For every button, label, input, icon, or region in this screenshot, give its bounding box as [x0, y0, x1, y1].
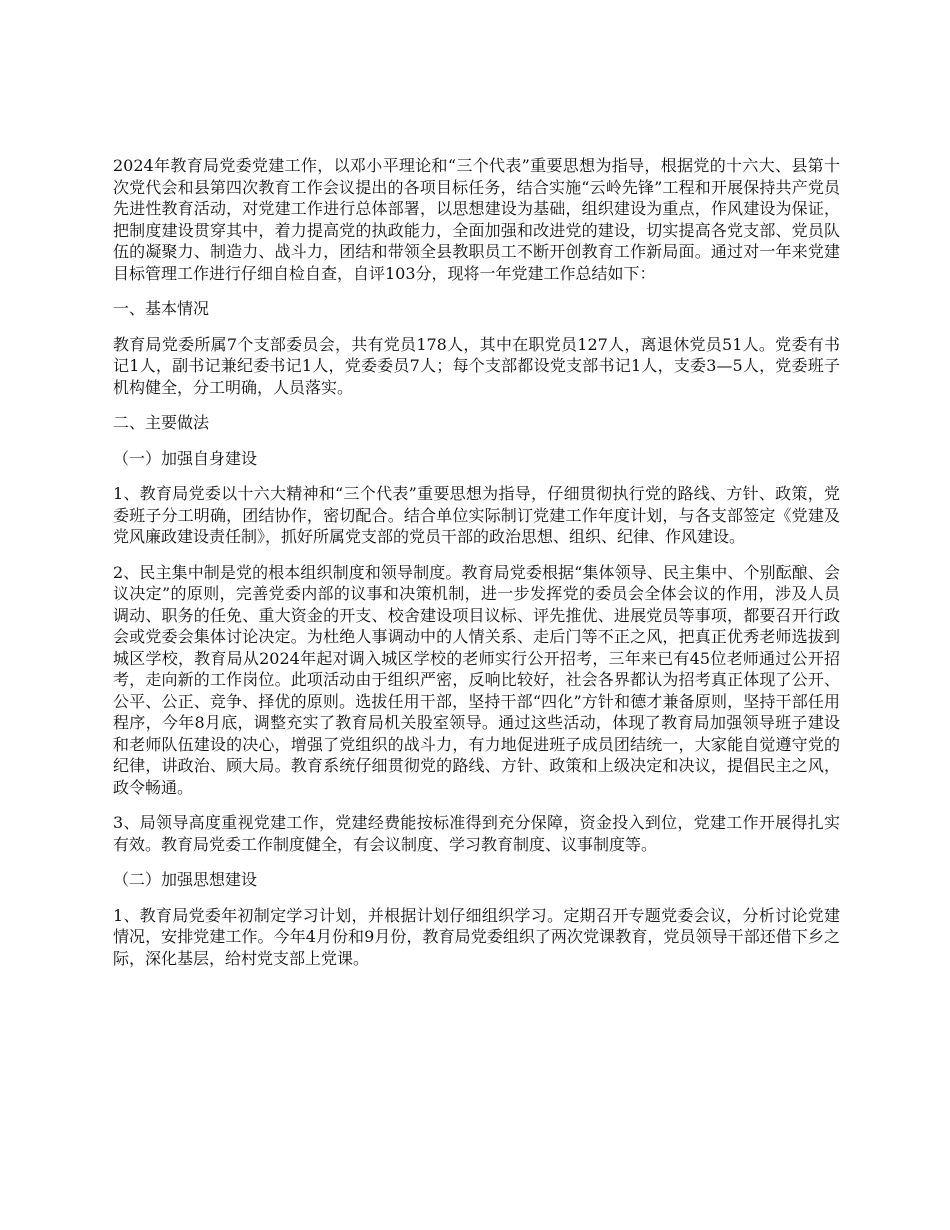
basic-situation-paragraph: 教育局党委所属7个支部委员会，共有党员178人，其中在职党员127人，离退休党员51人。党委有书记1人，副书记兼纪委书记1人，党委委员7人；每个支部都设党支部书记1人，支委3—5人，党委班子机构健全，分工明确，人员落实。 — [113, 334, 840, 397]
self-building-paragraph-2: 2、民主集中制是党的根本组织制度和领导制度。教育局党委根据“集体领导、民主集中、个别酝酿、会议决定”的原则，完善党委内部的议事和决策机制，进一步发挥党的委员会全体会议的作用，涉及人员调动、职务的任免、重大资金的开支、校舍建设项目议标、评先推优、进展党员等事项，都要召开行政会或党委会集体讨论决定。为杜绝人事调动中的人情关系、走后门等不正之风，把真正优秀老师选拔到城区学校，教育局从2024年起对调入城区学校的老师实行公开招考，三年来已有45位老师通过公开招考，走向新的工作岗位。此项活动由于组织严密，反响比较好，社会各界都认为招考真正体现了公开、公平、公正、竞争、择优的原则。选拔任用干部，坚持干部“四化”方针和德才兼备原则，坚持干部任用程序，今年8月底，调整充实了教育局机关股室领导。通过这些活动，体现了教育局加强领导班子建设和老师队伍建设的决心，增强了党组织的战斗力，有力地促进班子成员团结统一，大家能自觉遵守党的纪律，讲政治、顾大局。教育系统仔细贯彻党的路线、方针、政策和上级决定和决议，提倡民主之风，政令畅通。 — [113, 562, 840, 797]
self-building-paragraph-1: 1、教育局党委以十六大精神和“三个代表”重要思想为指导，仔细贯彻执行党的路线、方针、政策，党委班子分工明确，团结协作，密切配合。结合单位实际制订党建工作年度计划，与各支部签定《党建及党风廉政建设责任制》，抓好所属党支部的党员干部的政治思想、组织、纪律、作风建设。 — [113, 484, 840, 546]
section-main-practices-heading: 二、主要做法 — [113, 413, 210, 432]
ideological-building-paragraph-1: 1、教育局党委年初制定学习计划，并根据计划仔细组织学习。定期召开专题党委会议，分析讨论党建情况，安排党建工作。今年4月份和9月份，教育局党委组织了两次党课教育，党员领导干部还借下乡之际，深化基层，给村党支部上党课。 — [113, 905, 840, 968]
subsection-ideological-building-heading: （二）加强思想建设 — [113, 870, 258, 889]
document-page — [113, 155, 840, 983]
self-building-paragraph-3: 3、局领导高度重视党建工作，党建经费能按标准得到充分保障，资金投入到位，党建工作开展得扎实有效。教育局党委工作制度健全，有会议制度、学习教育制度、议事制度等。 — [113, 813, 840, 854]
section-basic-situation-heading: 一、基本情况 — [113, 299, 210, 318]
intro-paragraph: 2024年教育局党委党建工作，以邓小平理论和“三个代表”重要思想为指导，根据党的十六大、县第十次党代会和县第四次教育工作会议提出的各项目标任务，结合实施“云岭先锋”工程和开展保持共产党员先进性教育活动，对党建工作进行总体部署，以思想建设为基础，组织建设为重点，作风建设为保证，把制度建设贯穿其中，着力提高党的执政能力，全面加强和改进党的建设，切实提高各党支部、党员队伍的凝聚力、制造力、战斗力，团结和带领全县教职员工不断开创教育工作新局面。通过对一年来党建目标管理工作进行仔细自检自查，自评103分，现将一年党建工作总结如下： — [113, 156, 840, 283]
subsection-self-building-heading: （一）加强自身建设 — [113, 448, 258, 468]
